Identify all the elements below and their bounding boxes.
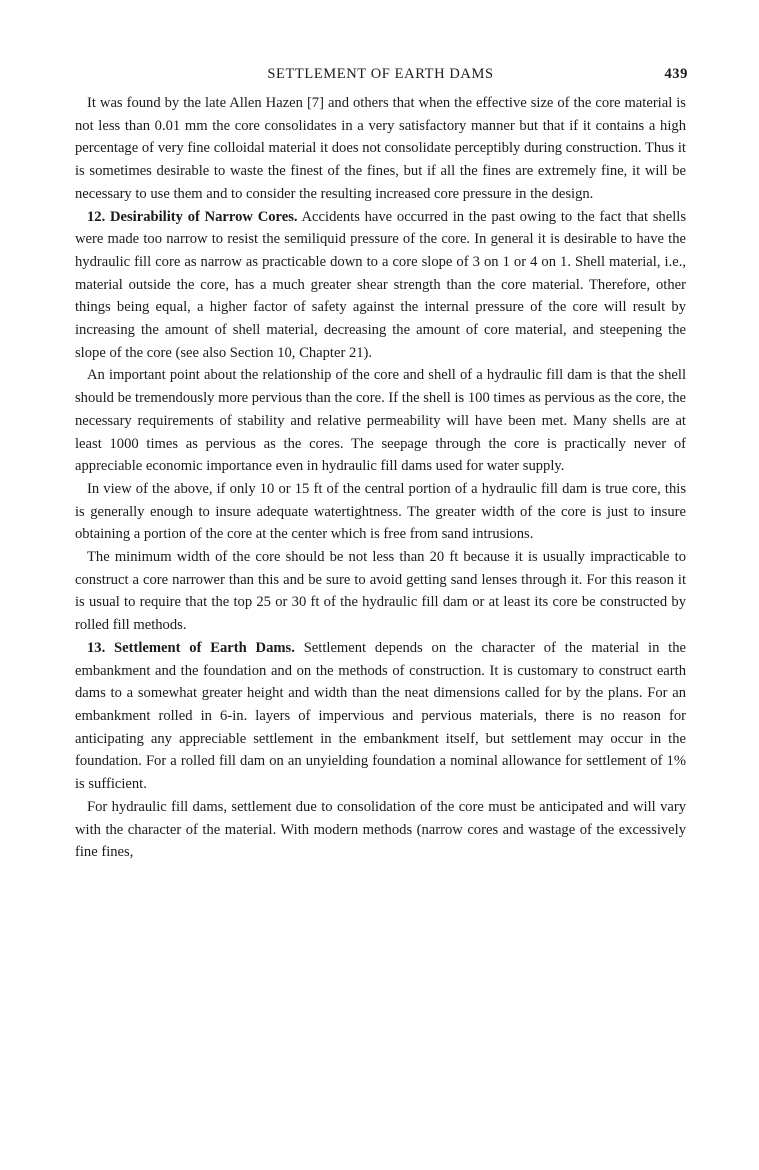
section-12-paragraph xyxy=(75,206,686,365)
paragraph-hydraulic-fill-settlement: For hydraulic fill dams, settlement due to consolidation of the core must be anticipated and will vary with the character of the material. With modern methods (narrow cores and wastage of the excessively fine fines, xyxy=(75,798,686,861)
section-13-paragraph xyxy=(75,637,686,796)
section-12-text: Accidents have occurred in the past owing to the fact that shells were made too narrow to resist the semiliquid pressure of the core. In general it is desirable to have the hydraulic fill core as narrow as practicable down to a core slope of 3 on 1 or 4 on 1. Shell material, i.e., material outside the core, has a much greater shear strength than the core material. Therefore, other things being equal, a higher factor of safety against the internal pressure of the core will result by increasing the amount of shell material, decreasing the amount of core material, and steepening the slope of the core (see also Section 10, Chapter 21). xyxy=(75,208,686,361)
page-number: 439 xyxy=(664,66,688,82)
paragraph-true-core-width: In view of the above, if only 10 or 15 ft of the central portion of a hydraulic fill dam is true core, this is generally enough to insure adequate watertightness. The greater width of the core is just to insure obtaining a portion of the core at the center which is free from sand intrusions. xyxy=(75,480,686,543)
running-title: SETTLEMENT OF EARTH DAMS xyxy=(267,66,494,82)
paragraph-core-material: It was found by the late Allen Hazen [7] and others that when the effective size of the core material is not less than 0.01 mm the core consolidates in a very satisfactory manner but that if it contains a high percentage of very fine colloidal material it does not consolidate perceptibly during construction. Thus it is sometimes desirable to waste the finest of the fines, but if all the fines are extremely fine, it will be necessary to use them and to consider the resulting increased core pressure in the design. xyxy=(75,95,686,202)
section-12-heading: 12. Desirability of Narrow Cores. xyxy=(87,208,298,225)
section-13-text: Settlement depends on the character of the material in the embankment and the foundation and on the methods of construction. It is customary to construct earth dams to a somewhat greater height and width than the neat dimensions called for by the plans. For an embankment rolled in 6-in. layers of impervious and pervious materials, there is no reason for anticipating any appreciable settlement in the embankment itself, but settlement may occur in the foundation. For a rolled fill dam on an unyielding foundation a nominal allowance for settlement of 1% is sufficient. xyxy=(75,639,686,793)
paragraph-minimum-core-width: The minimum width of the core should be not less than 20 ft because it is usually impracticable to construct a core narrower than this and be sure to avoid getting sand lenses through it. For this reason it is usual to require that the top 25 or 30 ft of the hydraulic fill dam or at least its core be constructed by rolled fill methods. xyxy=(75,549,686,634)
section-13-heading: 13. Settlement of Earth Dams. xyxy=(87,639,295,656)
running-head xyxy=(75,66,686,92)
paragraph-core-shell-relationship: An important point about the relationship of the core and shell of a hydraulic fill dam is that the shell should be tremendously more pervious than the core. If the shell is 100 times as pervious as the core, the necessary requirements of stability and relative permeability will have been met. Many shells are at least 1000 times as pervious as the cores. The seepage through the core is practically never of appreciable economic importance even in hydraulic fill dams used for water supply. xyxy=(75,367,686,475)
body-text xyxy=(75,92,686,864)
book-page xyxy=(75,66,686,864)
